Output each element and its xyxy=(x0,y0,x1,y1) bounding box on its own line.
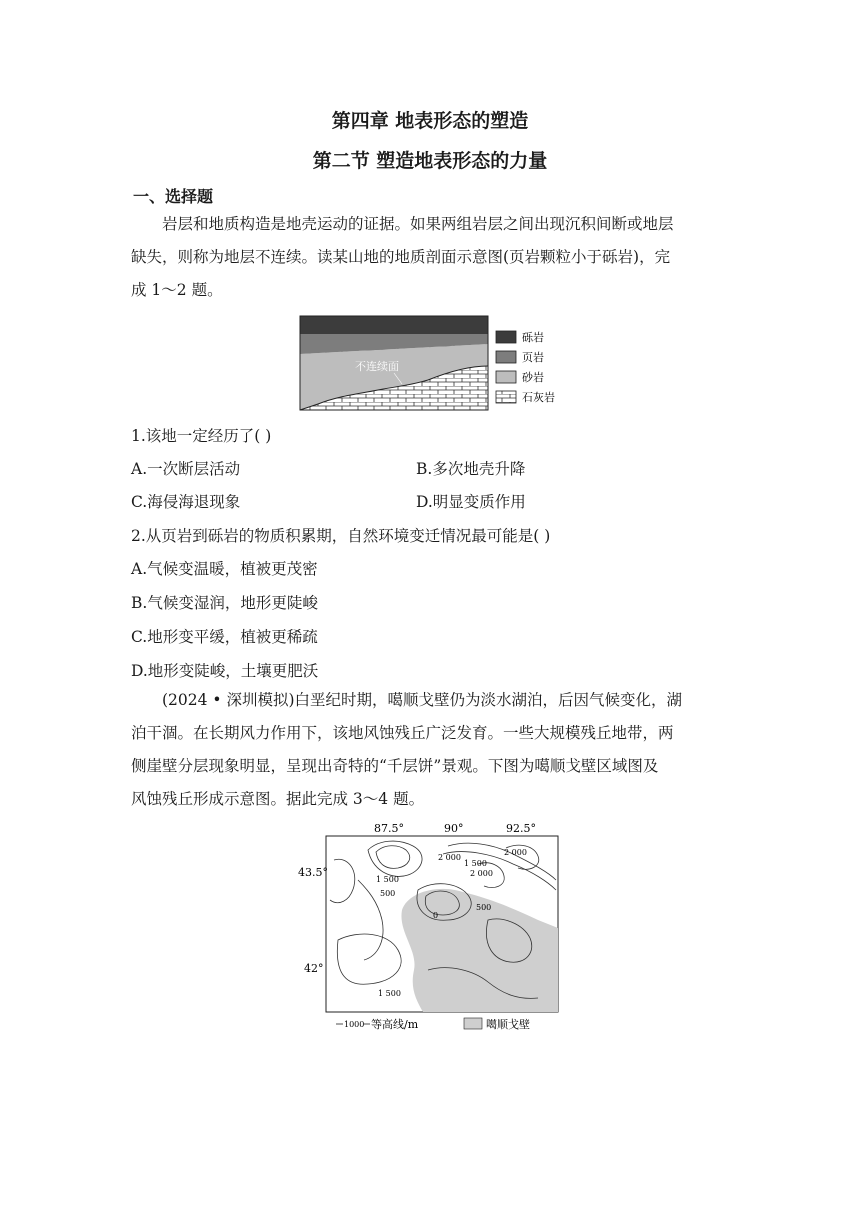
contour-label: 0 xyxy=(433,911,439,920)
contour-label: 1 500 xyxy=(376,875,399,884)
conglomerate-layer xyxy=(300,316,488,334)
legend-swatch-conglomerate xyxy=(496,331,516,343)
section-diagram xyxy=(300,316,488,410)
geologic-section-figure xyxy=(298,314,568,414)
question-2-stem: 2.从页岩到砾岩的物质积累期，自然环境变迁情况最可能是( ) xyxy=(131,527,551,545)
contour-label: 500 xyxy=(476,903,492,912)
passage-1-line: 岩层和地质构造是地壳运动的证据。如果两组岩层之间出现沉积间断或地层 xyxy=(162,215,674,233)
legend-label: 砾岩 xyxy=(522,331,544,344)
legend-label: 砂岩 xyxy=(522,371,544,384)
passage-2-line: 风蚀残丘形成示意图。据此完成 3～4 题。 xyxy=(131,790,425,808)
latitude-label: 43.5° xyxy=(298,866,328,879)
passage-2-line: (2024 • 深圳模拟)白垩纪时期，噶顺戈壁仍为淡水湖泊，后因气候变化，湖 xyxy=(162,691,683,709)
passage-1 xyxy=(131,208,731,307)
legend-swatch-shale xyxy=(496,351,516,363)
question-2-option-a: A.气候变温暖，植被更茂密 xyxy=(131,560,318,578)
longitude-label: 90° xyxy=(444,822,464,835)
passage-1-line: 成 1～2 题。 xyxy=(131,281,223,299)
gashun-gobi-map xyxy=(298,820,562,1036)
legend-contour-label: 等高线/m xyxy=(371,1018,419,1031)
question-2-option-b: B.气候变湿润，地形更陡峻 xyxy=(131,594,318,612)
question-1-option-b: B.多次地壳升降 xyxy=(416,460,526,478)
map-legend xyxy=(336,1017,530,1031)
question-1-stem: 1.该地一定经历了( ) xyxy=(131,427,272,445)
legend-swatch-limestone xyxy=(496,391,516,403)
legend-gobi-swatch xyxy=(464,1018,482,1029)
contour-label: 1 500 xyxy=(464,859,487,868)
latitude-label: 42° xyxy=(304,962,324,975)
legend-label: 页岩 xyxy=(522,351,544,364)
contour-label: 1 500 xyxy=(378,989,401,998)
chapter-title: 第四章 地表形态的塑造 xyxy=(331,110,529,132)
longitude-label: 87.5° xyxy=(374,822,404,835)
contour-label: 500 xyxy=(380,889,396,898)
section-title: 第二节 塑造地表形态的力量 xyxy=(312,150,548,172)
question-2-option-d: D.地形变陡峻，土壤更肥沃 xyxy=(131,662,319,680)
passage-2-line: 侧崖壁分层现象明显，呈现出奇特的“千层饼”景观。下图为噶顺戈壁区域图及 xyxy=(131,757,659,775)
longitude-label: 92.5° xyxy=(506,822,536,835)
contour-label: 2 000 xyxy=(470,869,493,878)
passage-2-line: 泊干涸。在长期风力作用下，该地风蚀残丘广泛发育。一些大规模残丘地带，两 xyxy=(131,724,674,742)
contour-label: 2 000 xyxy=(504,848,527,857)
passage-1-line: 缺失，则称为地层不连续。读某山地的地质剖面示意图(页岩颗粒小于砾岩)，完 xyxy=(131,248,671,266)
unconformity-label: 不连续面 xyxy=(355,360,399,373)
legend-label: 石灰岩 xyxy=(522,391,555,404)
question-1-option-c: C.海侵海退现象 xyxy=(131,493,241,511)
passage-2 xyxy=(131,684,731,816)
contour-label: 2 000 xyxy=(438,853,461,862)
section-legend xyxy=(496,330,555,404)
map-frame xyxy=(326,836,558,1012)
legend-gobi-label: 噶顺戈壁 xyxy=(486,1018,530,1031)
part-heading: 一、选择题 xyxy=(133,187,214,206)
question-1-option-d: D.明显变质作用 xyxy=(416,493,526,511)
question-1-option-a: A.一次断层活动 xyxy=(131,460,241,478)
question-2-option-c: C.地形变平缓，植被更稀疏 xyxy=(131,628,318,646)
legend-swatch-sandstone xyxy=(496,371,516,383)
legend-contour-value: 1000 xyxy=(344,1020,365,1029)
